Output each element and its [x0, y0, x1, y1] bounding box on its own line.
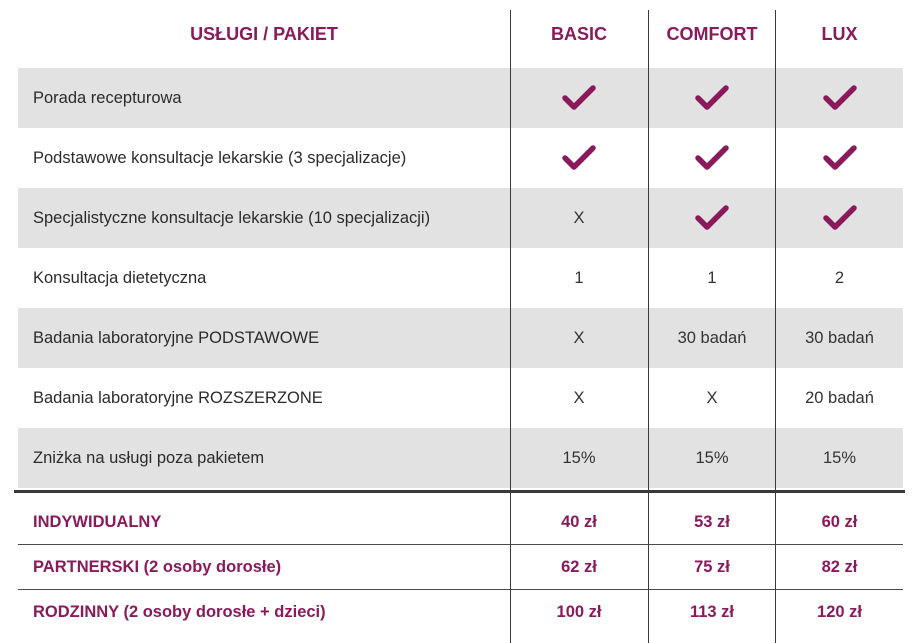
service-label: Badania laboratoryjne PODSTAWOWE	[33, 328, 320, 347]
table-row	[18, 68, 903, 128]
price-row	[18, 545, 903, 590]
service-label: Podstawowe konsultacje lekarskie (3 specjalizacje)	[33, 148, 407, 167]
checkmark-icon	[510, 128, 648, 188]
service-label: Zniżka na usługi poza pakietem	[33, 448, 265, 467]
checkmark-icon	[776, 128, 903, 188]
header-lux: LUX	[821, 23, 858, 44]
value-basic: 15%	[562, 448, 596, 467]
value-comfort: 1	[707, 268, 717, 287]
table-row	[18, 128, 903, 188]
price-row	[18, 590, 903, 634]
price-row	[18, 500, 903, 545]
column-divider	[775, 10, 776, 643]
price-basic: 62 zł	[561, 557, 597, 576]
service-label: Porada recepturowa	[33, 88, 182, 107]
table-row	[18, 188, 903, 248]
service-label: Konsultacja dietetyczna	[33, 268, 207, 287]
price-basic: 40 zł	[561, 512, 597, 531]
value-comfort: 15%	[695, 448, 729, 467]
checkmark-icon	[776, 188, 903, 248]
checkmark-icon	[649, 68, 775, 128]
value-basic: X	[573, 388, 585, 407]
value-comfort: X	[706, 388, 718, 407]
service-label: Badania laboratoryjne ROZSZERZONE	[33, 388, 323, 407]
price-comfort: 113 zł	[689, 602, 735, 621]
value-basic: X	[573, 208, 585, 227]
section-divider	[14, 490, 905, 493]
price-label: RODZINNY (2 osoby dorosłe + dzieci)	[33, 602, 326, 621]
price-lux: 60 zł	[821, 512, 858, 531]
price-lux: 120 zł	[817, 602, 862, 621]
table-row	[18, 428, 903, 488]
value-basic: X	[573, 328, 585, 347]
table-row	[18, 248, 903, 308]
value-lux: 20 badań	[805, 388, 874, 407]
table-row	[18, 308, 903, 368]
table-header	[18, 0, 903, 68]
table-row	[18, 368, 903, 428]
header-services: USŁUGI / PAKIET	[190, 23, 338, 44]
price-label: PARTNERSKI (2 osoby dorosłe)	[33, 557, 282, 576]
price-basic: 100 zł	[556, 602, 602, 621]
header-basic: BASIC	[550, 23, 607, 44]
column-divider	[510, 10, 511, 643]
price-comfort: 75 zł	[694, 557, 730, 576]
header-comfort: COMFORT	[666, 23, 758, 44]
checkmark-icon	[510, 68, 648, 128]
checkmark-icon	[649, 188, 775, 248]
value-basic: 1	[574, 268, 584, 287]
price-comfort: 53 zł	[694, 512, 730, 531]
value-lux: 30 badań	[805, 328, 874, 347]
value-comfort: 30 badań	[677, 328, 747, 347]
value-lux: 15%	[822, 448, 857, 467]
value-lux: 2	[834, 268, 845, 287]
checkmark-icon	[649, 128, 775, 188]
service-label: Specjalistyczne konsultacje lekarskie (10 specjalizacji)	[33, 208, 431, 227]
price-lux: 82 zł	[821, 557, 858, 576]
price-label: INDYWIDUALNY	[33, 512, 162, 531]
checkmark-icon	[776, 68, 903, 128]
column-divider	[648, 10, 649, 643]
